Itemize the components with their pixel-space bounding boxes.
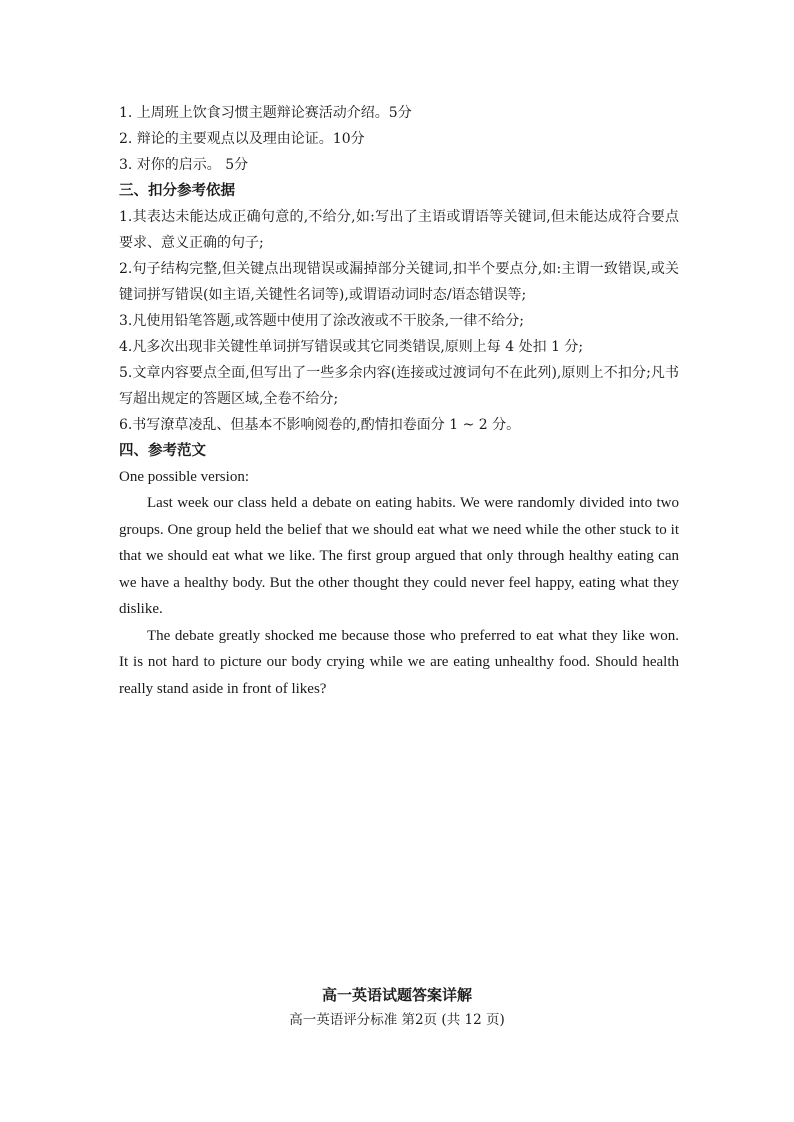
footer-page-info: 高一英语评分标准 第2页 (共 12 页) xyxy=(289,1012,505,1028)
deduction-rule: 6.书写潦草凌乱、但基本不影响阅卷的,酌情扣卷面分 1 ~ 2 分。 xyxy=(119,417,521,433)
page-content xyxy=(119,100,679,702)
deduction-rule: 1.其表达未能达成正确句意的,不给分,如:写出了主语或谓语等关键词,但未能达成符合要点要求、意义正确的句子; xyxy=(119,209,679,251)
sample-paragraph: Last week our class held a debate on eating habits. We were randomly divided into two groups. One group held the belief that we should eat what we need while the other stuck to it that we should eat what we like. The first group argued that only through healthy eating can we have a healthy body. But the other thought they could never feel happy, eating what they dislike. xyxy=(119,495,679,617)
deduction-rule: 2.句子结构完整,但关键点出现错误或漏掉部分关键词,扣半个要点分,如:主谓一致错误,或关键词拼写错误(如主语,关键性名词等),或谓语动词时态/语态错误等; xyxy=(119,261,679,303)
footer-title: 高一英语试题答案详解 xyxy=(321,986,472,1004)
requirement-item: 3. 对你的启示。 5分 xyxy=(119,157,249,173)
deduction-rules xyxy=(119,204,679,438)
requirement-item: 2. 辩论的主要观点以及理由论证。10分 xyxy=(119,131,365,147)
requirements-list xyxy=(119,100,679,178)
section-heading-sample: 四、参考范文 xyxy=(119,443,206,459)
section-heading-deduction: 三、扣分参考依据 xyxy=(119,183,235,199)
sample-intro: One possible version: xyxy=(119,469,249,485)
deduction-rule: 5.文章内容要点全面,但写出了一些多余内容(连接或过渡词句不在此列),原则上不扣分;凡书写超出规定的答题区域,全卷不给分; xyxy=(119,365,679,407)
deduction-rule: 3.凡使用铅笔答题,或答题中使用了涂改液或不干胶条,一律不给分; xyxy=(119,313,524,329)
requirement-item: 1. 上周班上饮食习惯主题辩论赛活动介绍。5分 xyxy=(119,105,412,121)
sample-paragraph: The debate greatly shocked me because those who preferred to eat what they like won. It is not hard to picture our body crying while we are eating unhealthy food. Should health really stand aside in front of likes? xyxy=(119,627,679,697)
deduction-rule: 4.凡多次出现非关键性单词拼写错误或其它同类错误,原则上每 4 处扣 1 分; xyxy=(119,339,584,355)
